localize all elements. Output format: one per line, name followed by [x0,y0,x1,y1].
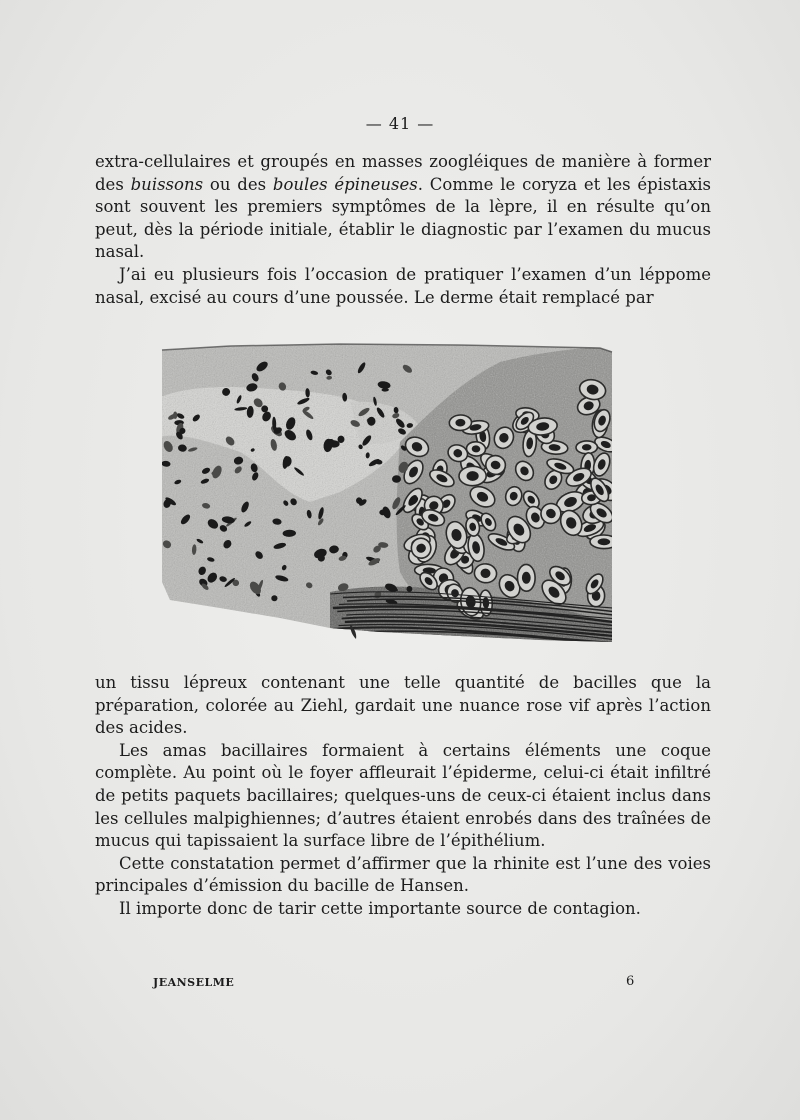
histology-plate [160,342,613,648]
histology-drawing-icon [160,342,613,648]
page-number: — 41 — [365,114,435,133]
paragraph-conclusion: Il importe donc de tarir cette importante source de contagion. [119,898,641,918]
footer-signature: 6 [626,974,635,989]
paragraph-continued [95,151,711,264]
text-run: . Comme le coryza et les épistaxis sont souvent les premiers symptômes de la lèpre, il en résulte qu’on peut, dès la période initiale, établir le diagnostic par l’examen du mucus nasal. [95,174,712,262]
emphasis-buissons: buissons [130,174,204,194]
bottom-text-block [95,672,711,921]
text-run: extra-cellulaires et groupés en masses zoogléiques de manière à former des [95,152,711,194]
paragraph-amas: Les amas bacillaires formaient à certains éléments une coque complète. Au point où le foyer affleurait l’épiderme, celui-ci était infiltré de petits paquets bacillaires; quelques-uns de ceux-ci étaient inclus dans les cellules malpighiennes; d’autres étaient enrobés dans des traînées de mucus qui tapissaient la surface libre de l’épithélium. [95,740,711,851]
plate-drip-mark [348,624,358,640]
footer-author: JEANSELME [153,976,235,989]
text-run: ou des [203,174,273,194]
top-text-block [95,151,711,309]
emphasis-boules: boules épineuses [272,174,418,194]
paragraph-continued-bottom: un tissu lépreux contenant une telle quantité de bacilles que la préparation, colorée au Ziehl, gardait une nuance rose vif après l’action des acides. [95,673,711,738]
paragraph-leprome: J’ai eu plusieurs fois l’occasion de pratiquer l’examen d’un lépрome nasal, excisé au cours d’une poussée. Le derme était remplacé par [95,264,711,307]
paragraph-constatation: Cette constatation permet d’affirmer que la rhinite est l’une des voies principales d’émission du bacille de Hansen. [95,853,711,896]
